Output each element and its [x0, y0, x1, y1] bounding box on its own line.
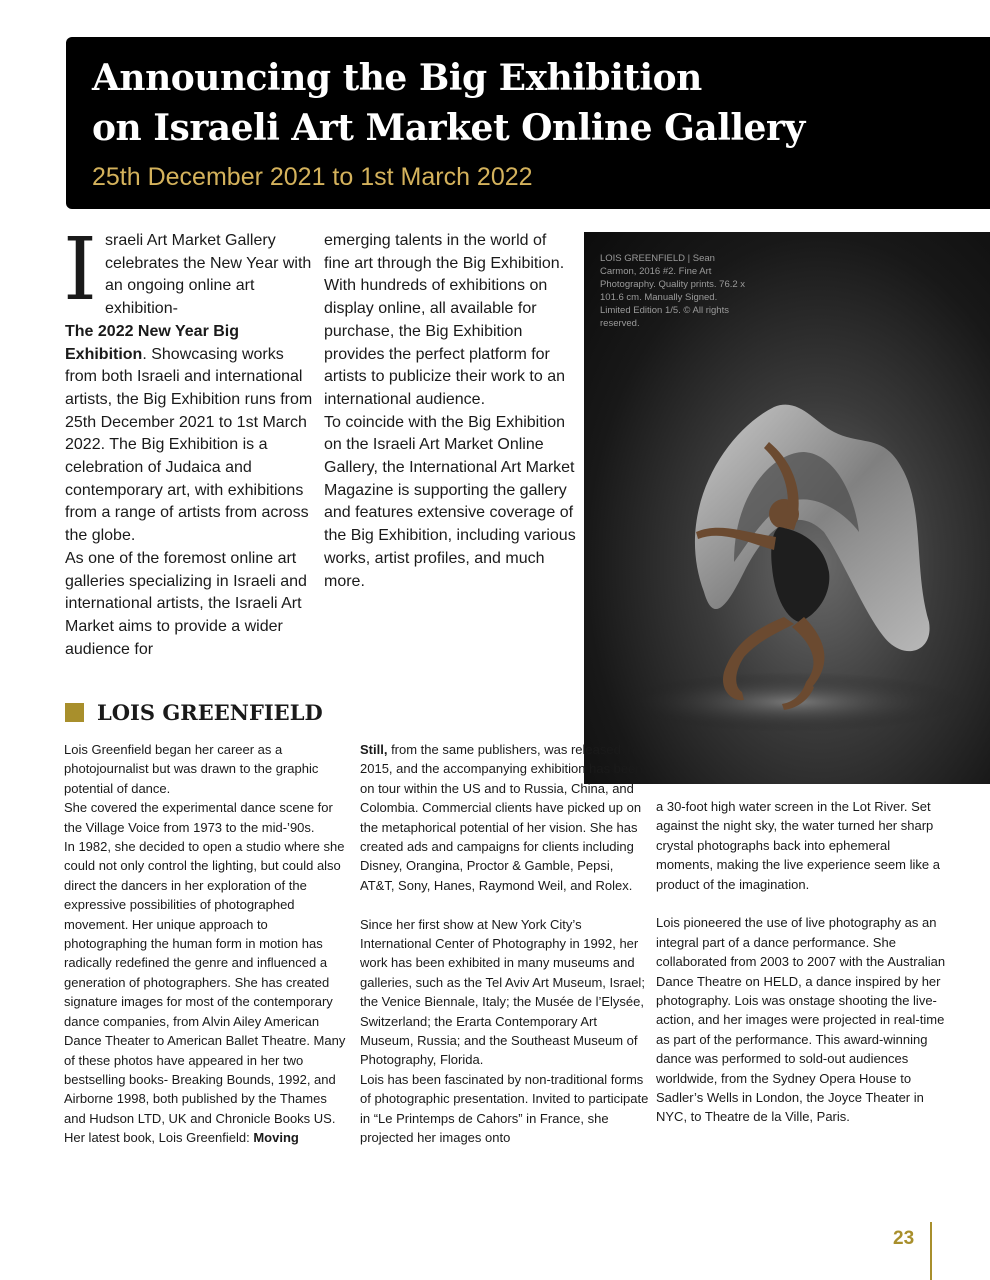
paragraph-spacer — [656, 894, 946, 913]
dancer-photograph — [584, 232, 990, 784]
intro-paragraph-3: emerging talents in the world of fine art through the Big Exhibition. — [324, 232, 565, 272]
body-paragraph: She covered the experimental dance scene for the Village Voice from 1973 to the mid-’90s. — [64, 800, 333, 835]
body-paragraph: In 1982, she decided to open a studio where she could not only control the lighting, but could also direct the dancers in her exploration of the expressive possibilities of photographed movement. Her unique approach to photographing the human form in motion has radically redefined the genre and influenced a generation of photographers. She has created signature images for most of the contemporary dance companies, from Alvin Ailey American Dance Theater to American Ballet Theatre. Many of these photos have appeared in her two bestselling books- Breaking Bounds, 1992, and Airborne 1998, both published by the Thames and Hudson LTD, UK and Chronicle Books US. — [64, 839, 346, 1126]
body-paragraph: a 30-foot high water screen in the Lot River. Set against the night sky, the water turned her sharp crystal photographs back into ephemeral moments, making the live experience seem like a product of the imagination. — [656, 799, 940, 892]
body-paragraph: Since her first show at New York City’s International Center of Photography in 1992, her work has been exhibited in many museums and galleries, such as the Tel Aviv Art Museum, Israel; the Venice Biennale, Italy; the Musée de l’Elysée, Switzerland; the Erarta Contemporary Art Museum, Russia; and the Southeast Museum of Photography, Florida. — [360, 916, 645, 1068]
paragraph-spacer — [360, 895, 650, 914]
fabric-sculpture — [695, 405, 930, 651]
body-text: Her latest book, Lois Greenfield: — [64, 1130, 254, 1146]
body-paragraph — [360, 740, 650, 895]
dancer-illustration — [584, 232, 990, 784]
intro-paragraph-1 — [63, 220, 315, 548]
intro-lead-text: sraeli Art Market Gallery celebrates the New Year with an ongoing online art exhibition- — [104, 232, 312, 318]
page-number: 23 — [893, 1228, 915, 1249]
body-paragraph — [64, 1128, 352, 1147]
section-marker-icon — [65, 703, 84, 722]
intro-paragraph-5: To coincide with the Big Exhibition on the Israeli Art Market Online Gallery, the International Art Market Magazine is supporting the gallery and features extensive coverage of the Big Exhibition, including various works, artist profiles, and much more. — [324, 413, 576, 590]
intro-paragraph-2: As one of the foremost online art galleries specializing in Israeli and international artists, the Israeli Art Market aims to provide a wider audience for — [65, 549, 307, 658]
title-line-1: Announcing the Big Exhibition — [92, 57, 702, 99]
header-banner — [66, 37, 990, 209]
body-text: from the same publishers, was released in 2015, and the accompanying exhibition has been on tour within the US and to Russia, China, and Colombia. Commercial clients have picked up on the metaphorical potential of her vision. She has created ads and campaigns for clients including Disney, Orangina, Proctor & Gamble, Pepsi, AT&T, Sony, Hanes, Raymond Weil, and Rolex. — [360, 742, 643, 893]
body-column-1 — [64, 740, 352, 1148]
book-title-part-2: Still, — [360, 742, 388, 757]
title-line-2: on Israeli Art Market Online Gallery — [92, 107, 805, 149]
intro-column-2 — [324, 230, 576, 593]
body-column-2 — [360, 740, 650, 1148]
body-column-3 — [656, 797, 946, 1127]
dancer-torso — [771, 527, 829, 622]
intro-body-text: . Showcasing works from both Israeli and international artists, the Big Exhibition runs from 25th December 2021 to 1st March 2022. The Big Exhibition is a celebration of Judaica and contemporary art, with exhibitions from a range of artists from across the globe. — [65, 345, 313, 545]
body-paragraph: Lois pioneered the use of live photography as an integral part of a dance performance. She collaborated from 2003 to 2007 with the Australian Dance Theatre on HELD, a dance inspired by her photography. Lois was onstage shooting the live-action, and her images were projected in real-time as part of the performance. This award-winning dance was performed to sold-out audiences worldwide, from the Sydney Opera House to Sadler’s Wells in London, the Joyce Theater in NYC, to Theatre de la Ville, Paris. — [656, 915, 946, 1125]
page-number-rule — [930, 1222, 932, 1280]
intro-column-1 — [63, 220, 315, 661]
body-paragraph: Lois has been fascinated by non-traditional forms of photographic presentation. Invited to participate in “Le Printemps de Cahors” in France, she projected her images onto — [360, 1071, 649, 1146]
section-header — [65, 700, 323, 725]
exhibition-name: The 2022 New Year Big Exhibition — [65, 322, 240, 363]
body-paragraph: Lois Greenfield began her career as a photojournalist but was drawn to the graphic potential of dance. — [64, 742, 319, 796]
book-title-part-1: Moving — [253, 1130, 299, 1146]
page-title — [92, 53, 805, 153]
intro-paragraph-4: With hundreds of exhibitions on display online, all available for purchase, the Big Exhibition provides the perfect platform for artists to publicize their work to an international audience. — [324, 277, 565, 408]
drop-cap: I — [63, 220, 97, 320]
photo-caption: LOIS GREENFIELD | Sean Carmon, 2016 #2. Fine Art Photography. Quality prints. 76.2 x 101.6 cm. Manually Signed. Limited Edition 1/5. © All rights reserved. — [600, 253, 746, 329]
section-title: LOIS GREENFIELD — [97, 700, 323, 725]
exhibition-dates: 25th December 2021 to 1st March 2022 — [92, 163, 533, 191]
